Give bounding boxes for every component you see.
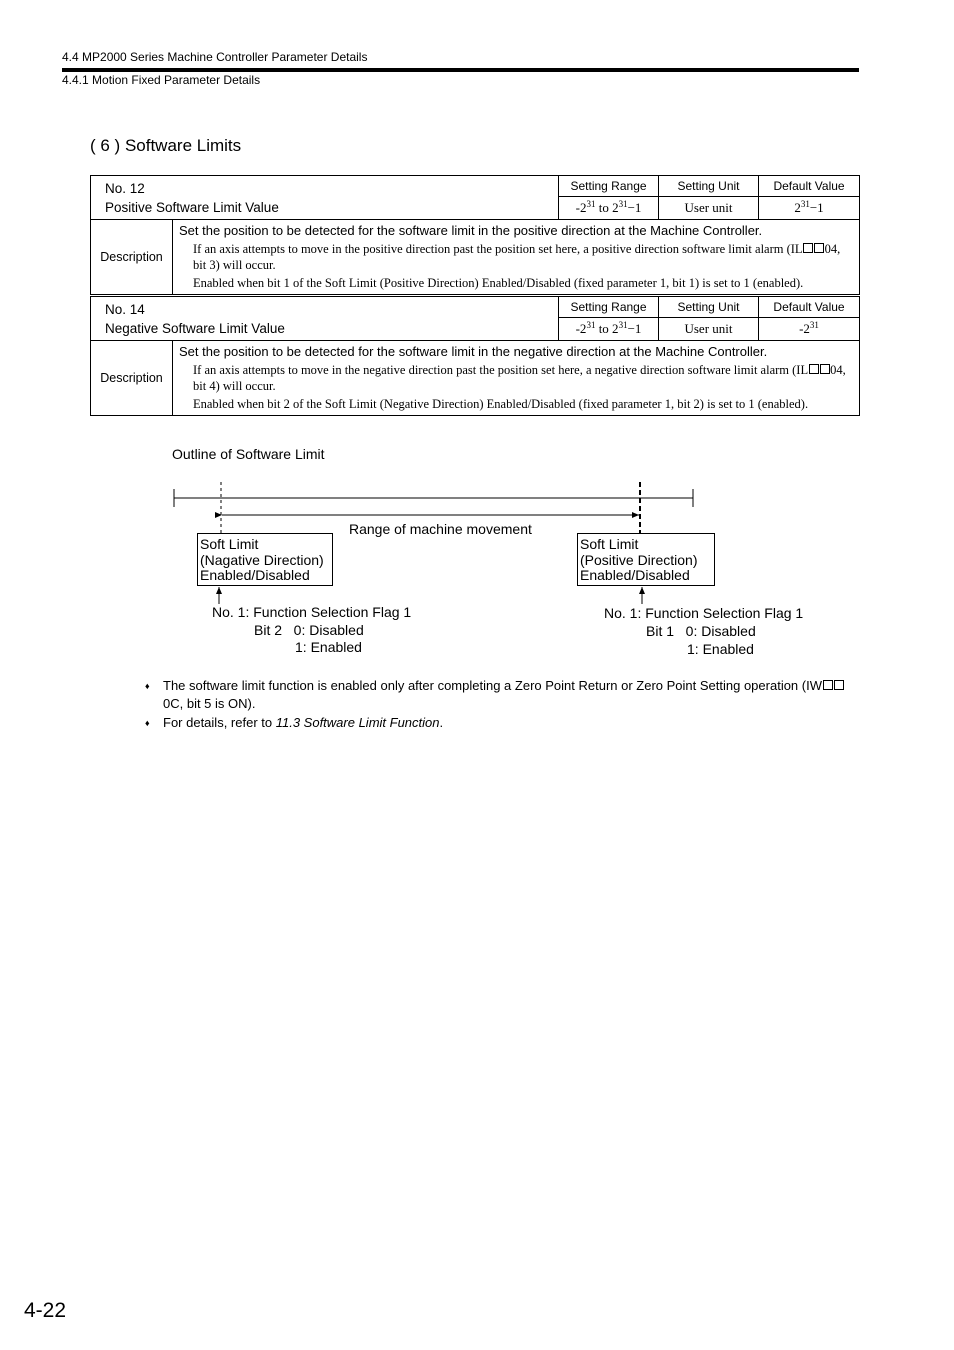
setting-unit-value: User unit <box>659 197 759 220</box>
setting-range-value: $-2^{31}$ to $2^{31}-1$ <box>559 197 659 220</box>
range-label: Range of machine movement <box>349 521 532 537</box>
description-main: Set the position to be detected for the software limit in the negative direction at the Machine Controller. <box>179 344 768 359</box>
pos-flag-disabled: Bit 1 0: Disabled <box>646 623 756 639</box>
default-value: $2^{31}-1$ <box>759 197 860 220</box>
note-reference: ♦ For details, refer to 11.3 Software Limit Function. <box>145 715 444 730</box>
description-alarm: If an axis attempts to move in the negative direction past the position set here, a negative direction software limit alarm (IL 04, bit 4) will occur. <box>193 363 846 393</box>
notes <box>145 677 845 732</box>
placeholder-box-icon <box>834 680 844 690</box>
param-name: Negative Software Limit Value <box>105 320 285 336</box>
outline-title: Outline of Software Limit <box>172 446 325 462</box>
description-main: Set the position to be detected for the software limit in the positive direction at the Machine Controller. <box>179 223 763 238</box>
reference-link[interactable]: 11.3 Software Limit Function <box>275 715 440 730</box>
param-name: Positive Software Limit Value <box>105 199 279 215</box>
neg-flag-disabled: Bit 2 0: Disabled <box>254 622 364 638</box>
section-title: ( 6 ) Software Limits <box>90 136 242 155</box>
running-header-subsection: 4.4.1 Motion Fixed Parameter Details <box>62 73 261 87</box>
bullet-icon: ♦ <box>145 718 150 728</box>
description-enable: Enabled when bit 2 of the Soft Limit (Negative Direction) Enabled/Disabled (fixed parameter 1, bit 2) is set to 1 (enabled). <box>193 397 809 411</box>
box-line: Enabled/Disabled <box>580 567 690 583</box>
box-line: (Positive Direction) <box>580 551 698 568</box>
placeholder-box-icon <box>823 680 833 690</box>
param-number: No. 12 <box>105 180 145 196</box>
setting-range-header: Setting Range <box>559 297 659 318</box>
soft-limit-negative-box <box>197 533 333 586</box>
soft-limit-positive-box <box>577 533 715 586</box>
setting-unit-header: Setting Unit <box>659 297 759 318</box>
running-header-section: 4.4 MP2000 Series Machine Controller Parameter Details <box>62 50 368 64</box>
description-label: Description <box>91 341 173 416</box>
pos-flag-enabled: 1: Enabled <box>687 641 754 657</box>
bullet-icon: ♦ <box>145 681 150 691</box>
box-line: (Nagative Direction) <box>200 551 324 568</box>
setting-range-header: Setting Range <box>559 176 659 197</box>
box-line: Soft Limit <box>580 536 639 552</box>
page-number: 4-22 <box>24 1299 67 1322</box>
default-value-header: Default Value <box>759 176 860 197</box>
description-alarm: If an axis attempts to move in the positive direction past the position set here, a positive direction software limit alarm (IL 04, bit 3) will occur. <box>193 242 841 272</box>
box-line: Soft Limit <box>200 536 259 552</box>
box-line: Enabled/Disabled <box>200 567 310 583</box>
neg-flag-enabled: 1: Enabled <box>295 639 362 655</box>
pos-flag-title: No. 1: Function Selection Flag 1 <box>604 605 804 621</box>
param-number: No. 14 <box>105 301 145 317</box>
neg-flag-title: No. 1: Function Selection Flag 1 <box>212 604 412 620</box>
description-label: Description <box>91 220 173 295</box>
setting-range-value: $-2^{31}$ to $2^{31}-1$ <box>559 318 659 341</box>
default-value: $-2^{31}$ <box>759 318 860 341</box>
description-enable: Enabled when bit 1 of the Soft Limit (Positive Direction) Enabled/Disabled (fixed parameter 1, bit 1) is set to 1 (enabled). <box>193 276 804 290</box>
note-zero-point: ♦ The software limit function is enabled only after completing a Zero Point Return or Zero Point Setting operation (IW0C, bit 5 is ON). <box>145 677 845 713</box>
default-value-header: Default Value <box>759 297 860 318</box>
setting-unit-value: User unit <box>659 318 759 341</box>
setting-unit-header: Setting Unit <box>659 176 759 197</box>
